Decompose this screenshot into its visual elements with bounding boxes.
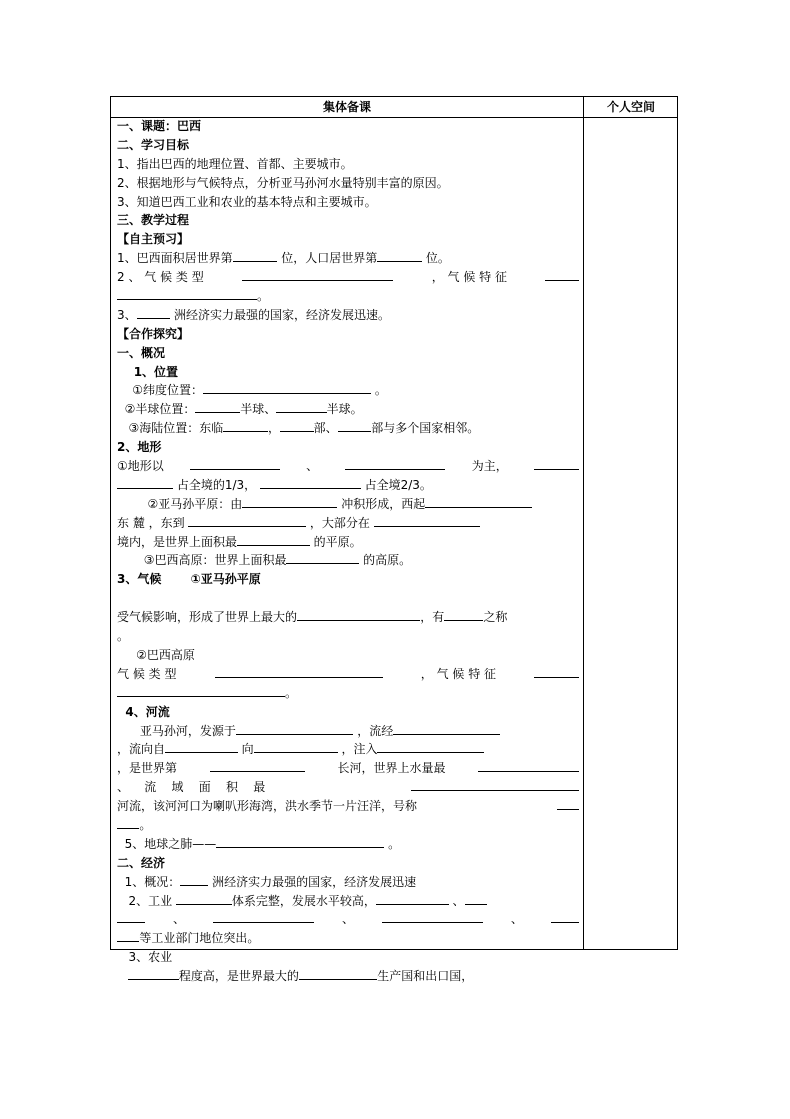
line-text: 境内，是世界上面积最 [117, 534, 238, 549]
line-text: 、 [173, 912, 186, 927]
line-text: 的平原。 [309, 534, 362, 549]
line-text: 位。 [422, 251, 450, 266]
line-text: 。 [139, 817, 152, 832]
line-text: 亚马孙河，发源于 [117, 723, 236, 738]
fill-in-blank[interactable] [393, 722, 499, 735]
content-line [117, 910, 579, 929]
line-text: ，流向自 [117, 742, 166, 757]
fill-in-blank[interactable] [117, 910, 145, 923]
line-text: 1、概况： [117, 874, 181, 889]
content-line [117, 174, 579, 193]
line-text: 4、河流 [117, 704, 170, 719]
fill-in-blank[interactable] [345, 457, 446, 470]
content-line [117, 363, 579, 382]
fill-in-blank[interactable] [534, 457, 579, 470]
content-line [117, 533, 579, 552]
content-line [117, 759, 579, 778]
content-line [117, 608, 579, 627]
line-text: 河流，该河河口为喇叭形海湾，洪水季节一片汪洋，号称 [117, 799, 418, 814]
line-text: 。 [384, 836, 401, 851]
content-line [117, 665, 579, 684]
content-line [117, 816, 579, 835]
line-text: 部与多个国家相邻。 [371, 421, 480, 436]
line-text: 一、课题：巴西 [117, 119, 202, 133]
line-text: 、 [306, 459, 319, 474]
line-text: 3、农业 [117, 950, 173, 965]
fill-in-blank[interactable] [213, 910, 314, 923]
line-text: 一、概况 [117, 345, 166, 360]
fill-in-blank[interactable] [551, 910, 579, 923]
content-line [117, 854, 579, 873]
fill-in-blank[interactable] [223, 419, 268, 432]
line-text: ，注入 [337, 742, 378, 757]
line-text: 位，人口居世界第 [277, 251, 378, 266]
content-line [117, 967, 579, 986]
fill-in-blank[interactable] [411, 778, 579, 791]
content-line [117, 287, 579, 306]
fill-in-blank[interactable] [210, 759, 305, 772]
fill-in-blank[interactable] [137, 306, 171, 319]
line-text: 2、地形 [117, 440, 162, 455]
content-line [117, 438, 579, 457]
line-text: 体系完整，发展水平较高， [231, 893, 376, 908]
content-line [117, 551, 579, 570]
line-text: ②亚马孙平原：由 [117, 496, 243, 511]
fill-in-blank[interactable] [242, 495, 337, 508]
content-line [117, 797, 579, 816]
line-text: ②巴西高原 [117, 647, 195, 662]
fill-in-blank[interactable] [237, 533, 310, 546]
fill-in-blank[interactable] [117, 684, 285, 697]
fill-in-blank[interactable] [280, 419, 314, 432]
fill-in-blank[interactable] [557, 797, 579, 810]
fill-in-blank[interactable] [377, 740, 483, 753]
content-line [117, 325, 579, 344]
line-text: 、 [510, 912, 523, 927]
content-line [117, 703, 579, 722]
content-line [117, 155, 579, 174]
content-line [117, 400, 579, 419]
header-collective-prep: 集体备课 [322, 100, 371, 114]
content-line [117, 457, 579, 476]
fill-in-blank[interactable] [176, 892, 232, 905]
content-line [117, 684, 579, 703]
line-text: 的高原。 [359, 553, 412, 568]
content-line [117, 835, 579, 854]
fill-in-blank[interactable] [242, 268, 393, 281]
line-text: 等工业部门地位突出。 [139, 931, 260, 946]
line-text: 【合作探究】 [117, 326, 190, 341]
fill-in-blank[interactable] [338, 419, 372, 432]
fill-in-blank[interactable] [465, 892, 487, 905]
line-text: ③巴西高原：世界上面积最 [117, 553, 287, 568]
line-text: ， [268, 421, 281, 436]
fill-in-blank[interactable] [117, 816, 139, 829]
content-line [117, 117, 579, 136]
fill-in-blank[interactable] [236, 722, 354, 735]
content-line [117, 249, 579, 268]
fill-in-blank[interactable] [165, 740, 238, 753]
content-line [117, 514, 579, 533]
content-line [117, 570, 579, 589]
line-text: 2、工业 [117, 893, 176, 908]
line-text: ①地形以 [117, 459, 164, 474]
fill-in-blank[interactable] [190, 457, 280, 470]
content-line [117, 476, 579, 495]
content-line [117, 495, 579, 514]
line-text: 部、 [313, 421, 338, 436]
fill-in-blank[interactable] [425, 495, 531, 508]
line-text: 程度高，是世界最大的 [178, 969, 299, 984]
fill-in-blank[interactable] [377, 249, 422, 262]
line-text: 。 [285, 685, 298, 700]
fill-in-blank[interactable] [195, 400, 240, 413]
content-line [117, 419, 579, 438]
line-text: 1、指出巴西的地理位置、首都、主要城市。 [117, 156, 353, 171]
content-line [117, 646, 579, 665]
fill-in-blank[interactable] [297, 608, 420, 621]
line-text: 半球。 [326, 402, 363, 417]
line-text: 占全境的1/3， [173, 477, 260, 492]
content-line [117, 211, 579, 230]
fill-in-blank[interactable] [376, 892, 449, 905]
fill-in-blank[interactable] [299, 967, 377, 980]
line-text: 受气候影响，形成了世界上最大的 [117, 610, 298, 625]
line-text: ，流经 [353, 723, 394, 738]
line-text: ， 气 候 特 征 [420, 666, 497, 681]
fill-in-blank[interactable] [128, 967, 178, 980]
line-text: 二、学习目标 [117, 137, 190, 152]
content-line [117, 722, 579, 741]
content-line [117, 193, 579, 212]
content-line [117, 627, 579, 646]
line-text: ，有 [420, 610, 445, 625]
line-text: 生产国和出口国， [377, 969, 474, 984]
fill-in-blank[interactable] [117, 929, 139, 942]
line-text: 3、 [117, 307, 137, 322]
line-text: 为主， [471, 459, 508, 474]
fill-in-blank[interactable] [117, 476, 173, 489]
fill-in-blank[interactable] [233, 249, 278, 262]
line-text: 二、经济 [117, 855, 166, 870]
header-personal-space: 个人空间 [606, 100, 655, 114]
content-line [117, 230, 579, 249]
content-line [117, 740, 579, 759]
content-line [117, 929, 579, 948]
line-text: 冲积形成，西起 [337, 496, 426, 511]
lesson-plan-table [110, 96, 678, 984]
fill-in-blank[interactable] [260, 476, 361, 489]
content-line [117, 306, 579, 325]
fill-in-blank[interactable] [188, 514, 306, 527]
fill-in-blank[interactable] [478, 759, 579, 772]
content-line [117, 136, 579, 155]
line-text: 3、气候 ①亚马孙平原 [117, 572, 261, 587]
line-text: 【自主预习】 [117, 232, 190, 247]
line-text: 。 [371, 383, 387, 398]
line-text: 洲经济实力最强的国家，经济发展迅速 [208, 874, 417, 889]
line-text: ②半球位置： [117, 402, 196, 417]
line-text: 1、位置 [117, 364, 179, 379]
line-text: 长河，世界上水量最 [337, 761, 446, 776]
fill-in-blank[interactable] [374, 514, 480, 527]
line-text: 。 [117, 629, 130, 644]
line-text: 之称 [483, 610, 508, 625]
fill-in-blank[interactable] [276, 400, 326, 413]
fill-in-blank[interactable] [444, 608, 483, 621]
line-text: 向 [237, 742, 254, 757]
column-divider [583, 97, 584, 949]
fill-in-blank[interactable] [545, 268, 579, 281]
content-line [117, 589, 579, 608]
line-text: ③海陆位置：东临 [117, 421, 224, 436]
fill-in-blank[interactable] [254, 740, 338, 753]
content-line [117, 948, 579, 967]
content-line [117, 381, 579, 400]
fill-in-blank[interactable] [215, 665, 383, 678]
line-text: 、 流 域 面 积 最 [117, 780, 266, 795]
line-text: 5、地球之肺—— [117, 836, 217, 851]
line-text: 气 候 类 型 [117, 666, 177, 681]
line-text: ，是世界第 [117, 761, 178, 776]
line-text: 半球、 [240, 402, 277, 417]
fill-in-blank[interactable] [216, 835, 384, 848]
line-text: 占全境2/3。 [360, 477, 432, 492]
line-text [117, 969, 128, 983]
content-line [117, 344, 579, 363]
fill-in-blank[interactable] [382, 910, 483, 923]
fill-in-blank[interactable] [286, 551, 359, 564]
line-text: 、 [448, 893, 465, 908]
lesson-content [117, 117, 579, 986]
line-text: 。 [257, 289, 270, 304]
fill-in-blank[interactable] [203, 381, 371, 394]
fill-in-blank[interactable] [534, 665, 579, 678]
line-text: ， 气 候 特 征 [431, 270, 507, 285]
content-line [117, 778, 579, 797]
line-text: ①纬度位置： [117, 383, 204, 398]
line-text: 2、根据地形与气候特点，分析亚马孙河水量特别丰富的原因。 [117, 175, 449, 190]
line-text: 东 麓 ，东到 [117, 515, 189, 530]
fill-in-blank[interactable] [117, 287, 257, 300]
content-line [117, 873, 579, 892]
line-text: 2 、 气 候 类 型 [117, 270, 204, 285]
content-line [117, 268, 579, 287]
line-text: 洲经济实力最强的国家，经济发展迅速。 [170, 307, 391, 322]
line-text: 、 [341, 912, 354, 927]
line-text: 三、教学过程 [117, 213, 190, 228]
line-text: ，大部分在 [306, 515, 374, 530]
line-text: 1、巴西面积居世界第 [117, 251, 233, 266]
fill-in-blank[interactable] [180, 873, 208, 886]
content-line [117, 892, 579, 911]
line-text: 3、知道巴西工业和农业的基本特点和主要城市。 [117, 194, 377, 209]
